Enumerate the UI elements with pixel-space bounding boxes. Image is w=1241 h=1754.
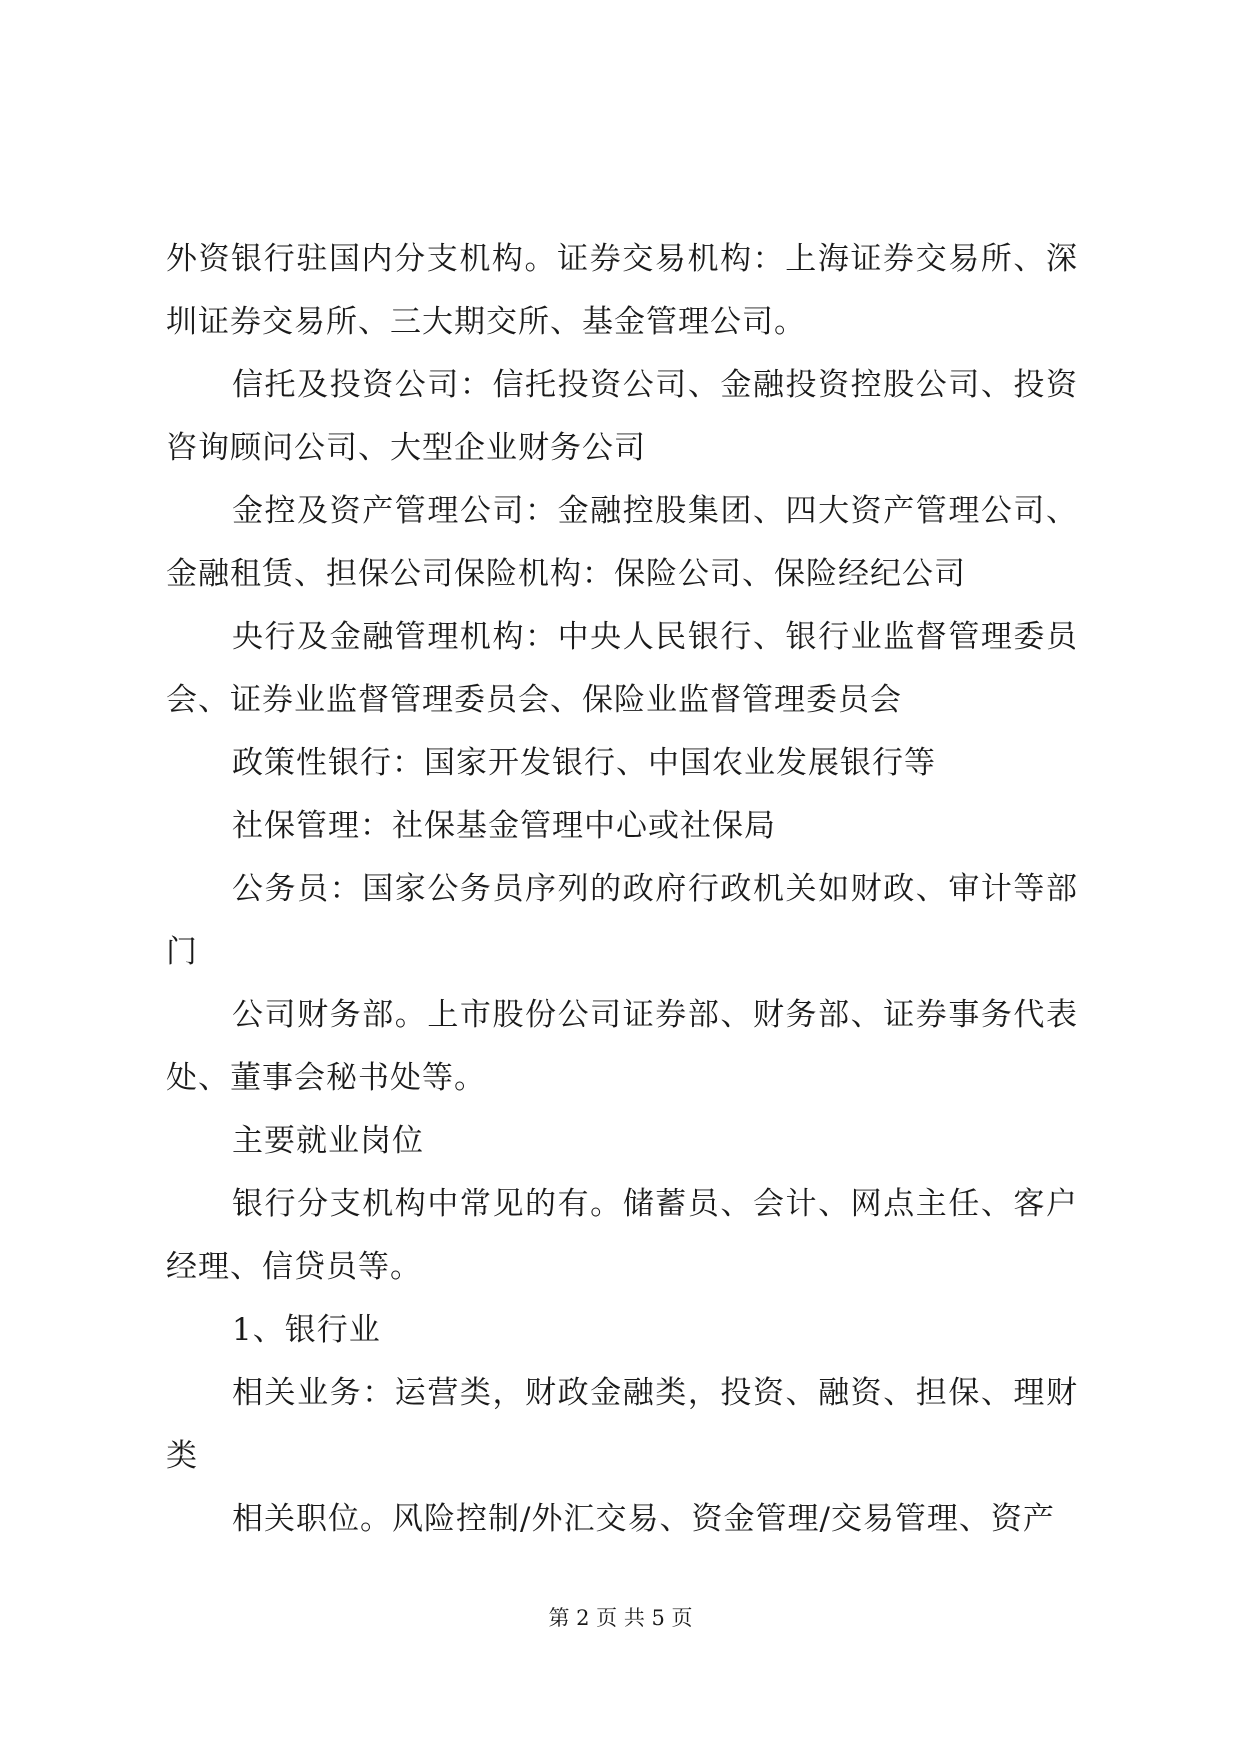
section-heading-employment: 主要就业岗位 — [232, 1123, 424, 1159]
document-body — [166, 228, 1078, 1551]
paragraph-3: 金控及资产管理公司：金融控股集团、四大资产管理公司、金融租赁、担保公司保险机构：保险公司、保险经纪公司 — [166, 493, 1078, 592]
paragraph-8: 公司财务部。上市股份公司证券部、财务部、证券事务代表处、董事会秘书处等。 — [166, 997, 1078, 1096]
paragraph-12: 相关业务：运营类，财政金融类，投资、融资、担保、理财类 — [166, 1375, 1078, 1474]
paragraph-10: 银行分支机构中常见的有。储蓄员、会计、网点主任、客户经理、信贷员等。 — [166, 1186, 1078, 1285]
page-footer: 第 2 页 共 5 页 — [548, 1606, 693, 1630]
paragraph-7: 公务员：国家公务员序列的政府行政机关如财政、审计等部门 — [166, 871, 1078, 970]
paragraph-13: 相关职位。风险控制/外汇交易、资金管理/交易管理、资产 — [232, 1501, 1055, 1537]
paragraph-2: 信托及投资公司：信托投资公司、金融投资控股公司、投资咨询顾问公司、大型企业财务公司 — [166, 367, 1078, 466]
paragraph-4: 央行及金融管理机构：中央人民银行、银行业监督管理委员会、证券业监督管理委员会、保险业监督管理委员会 — [166, 619, 1078, 718]
paragraph-6: 社保管理：社保基金管理中心或社保局 — [232, 808, 776, 844]
paragraph-5: 政策性银行：国家开发银行、中国农业发展银行等 — [232, 745, 936, 781]
paragraph-1: 外资银行驻国内分支机构。证券交易机构：上海证券交易所、深圳证券交易所、三大期交所、基金管理公司。 — [166, 241, 1078, 340]
section-heading-banking: 1、银行业 — [232, 1312, 381, 1348]
